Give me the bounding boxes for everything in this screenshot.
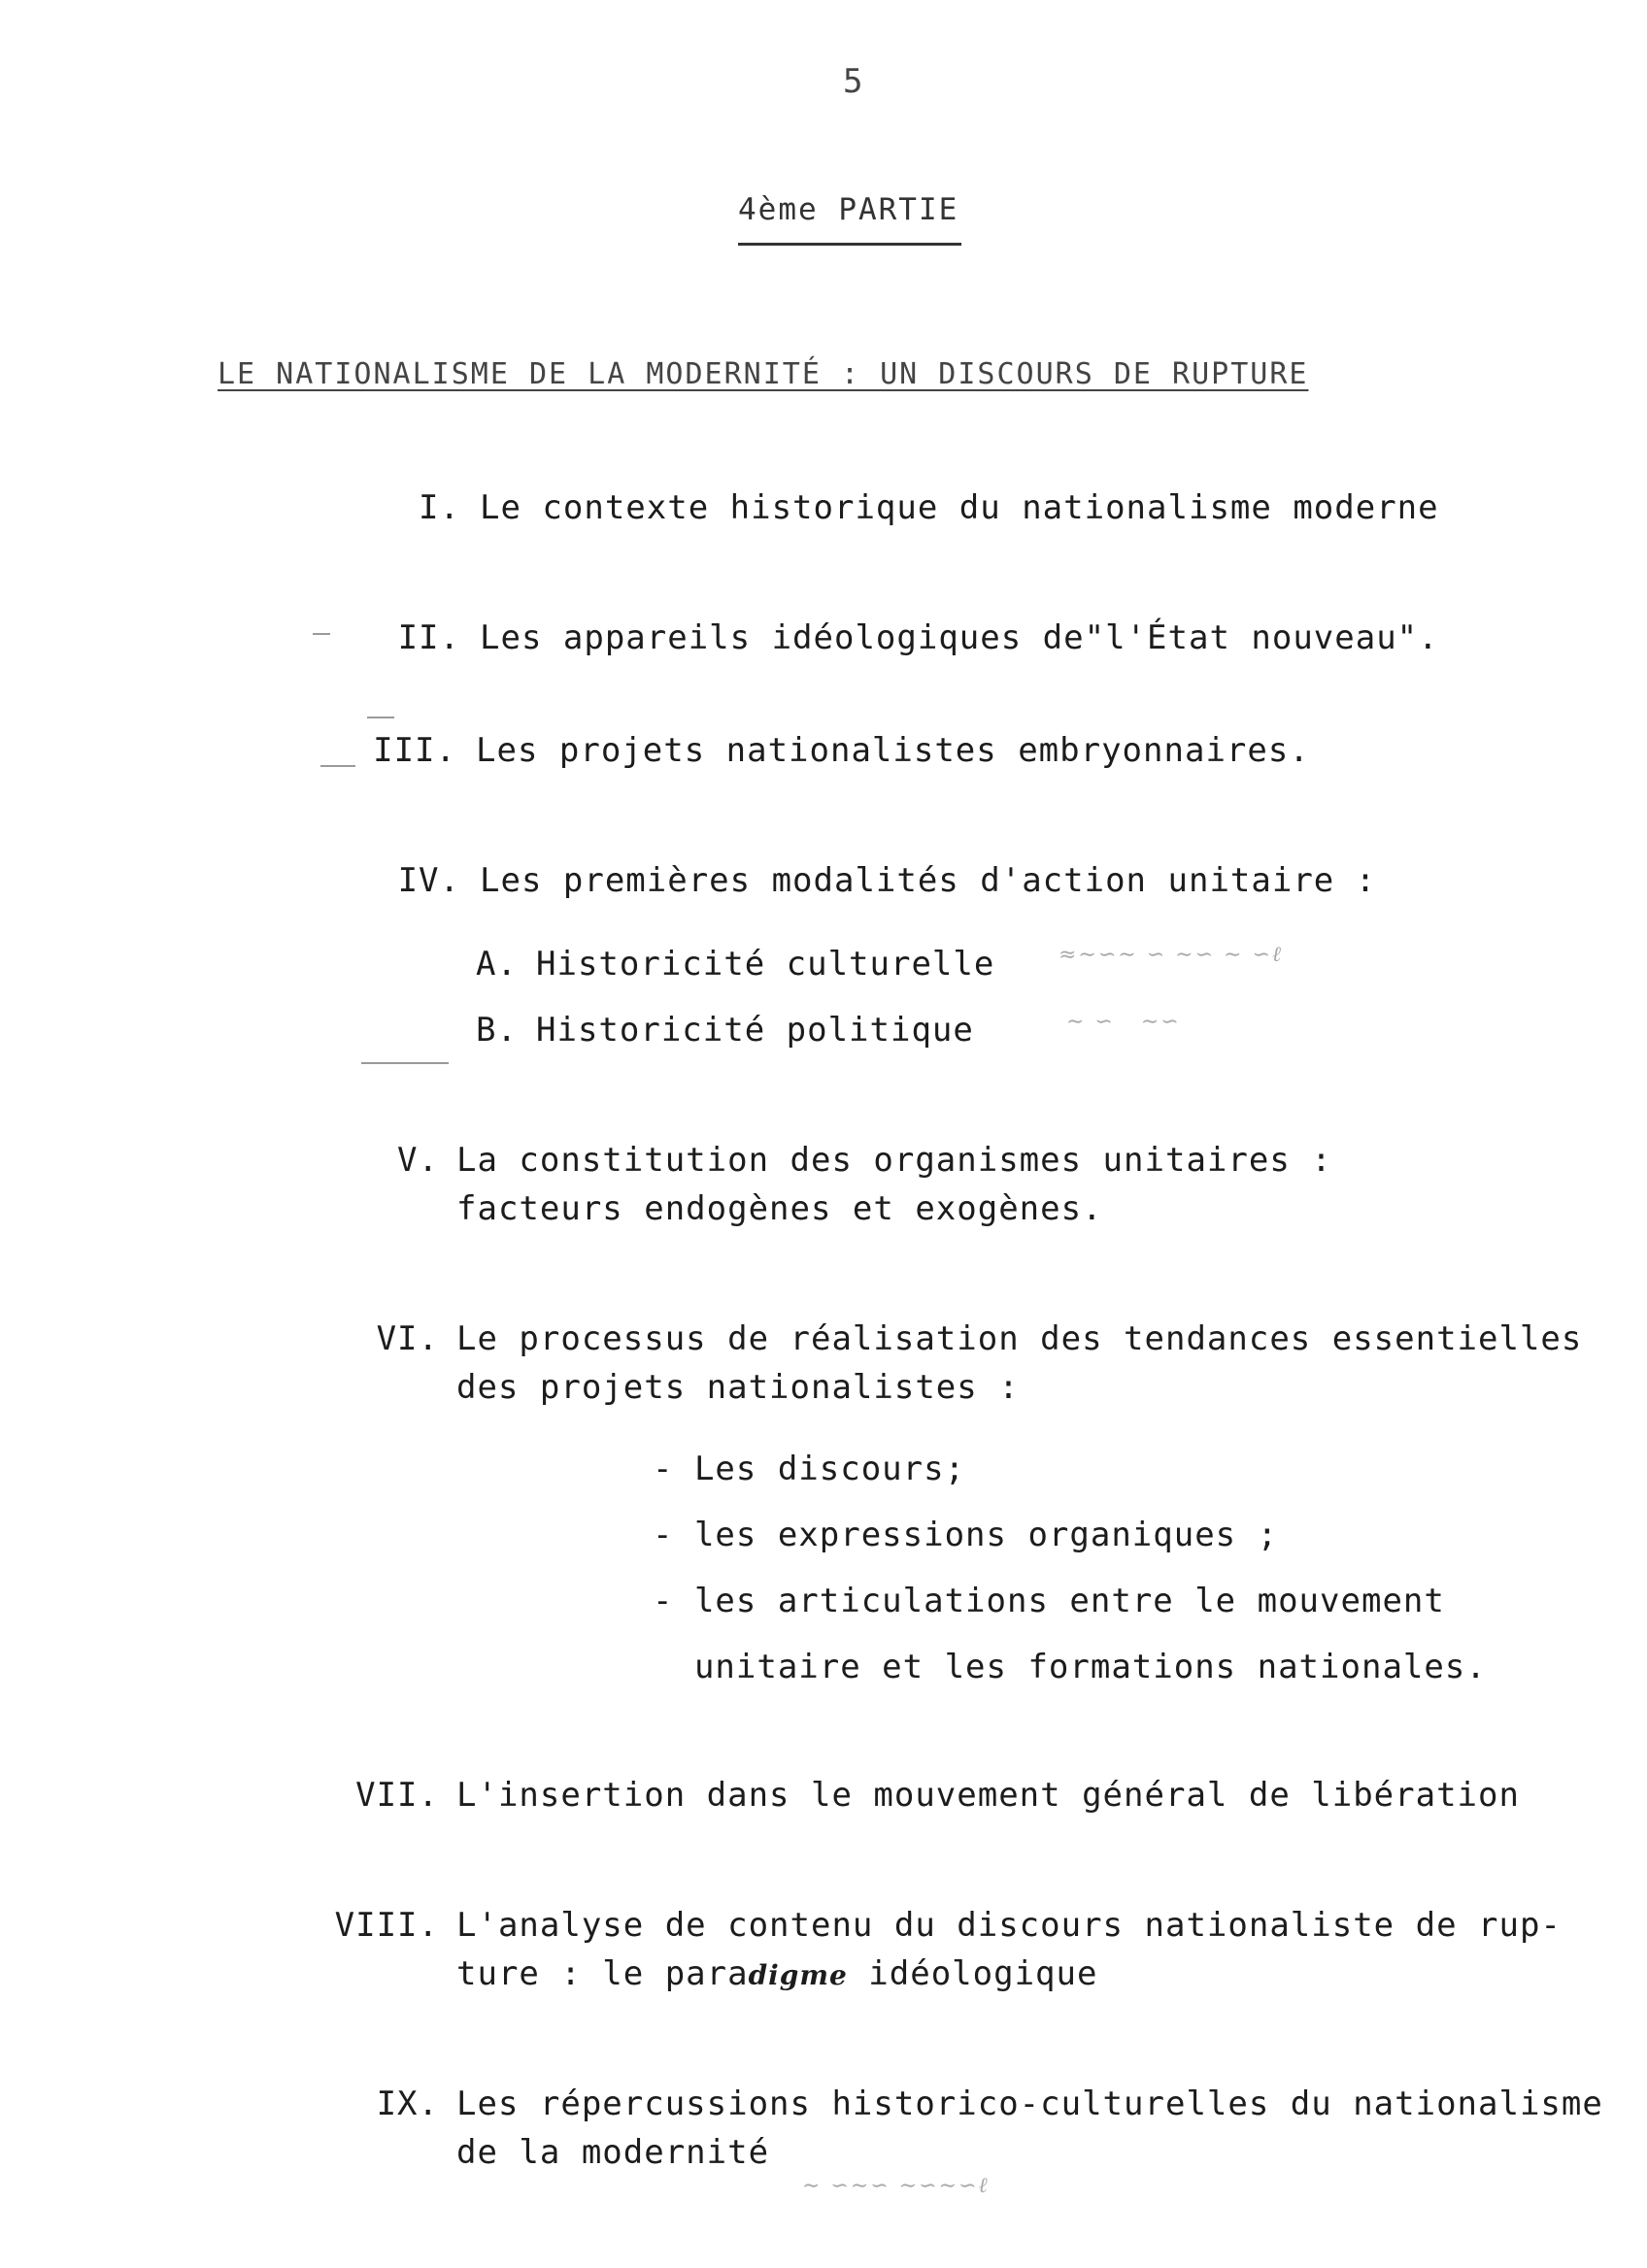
section-number-vi: VI.	[376, 1319, 439, 1358]
margin-mark	[361, 1062, 449, 1064]
section-vi-line-2: des projets nationalistes :	[456, 1368, 1020, 1407]
section-number-iv: IV.	[397, 861, 460, 900]
part-title-underline	[738, 243, 961, 246]
section-viii-line-2-start: ture : le para	[456, 1954, 749, 1993]
section-ix-line-2: de la modernité	[456, 2133, 770, 2172]
section-viii-line-1: L'analyse de contenu du discours nationaliste de rup-	[456, 1906, 1562, 1945]
section-viii-line-2-end: idéologique	[847, 1954, 1098, 1993]
page-number: 5	[843, 62, 863, 101]
section-iii-line-1: Les projets nationalistes embryonnaires.	[476, 731, 1310, 770]
bullet-item: - les articulations entre le mouvement	[653, 1582, 1445, 1620]
main-title: LE NATIONALISME DE LA MODERNITÉ : UN DISCOURS DE RUPTURE	[218, 357, 1309, 391]
section-number-ix: IX.	[376, 2085, 439, 2123]
margin-mark	[367, 717, 394, 718]
section-iv-line-1: Les premières modalités d'action unitaire :	[480, 861, 1377, 900]
section-vii-line-1: L'insertion dans le mouvement général de libération	[456, 1776, 1520, 1815]
section-number-iii: III.	[373, 731, 456, 770]
section-number-vii: VII.	[355, 1776, 439, 1815]
section-ix-line-1: Les répercussions historico-culturelles du nationalisme	[456, 2085, 1603, 2123]
section-v-line-1: La constitution des organismes unitaires :	[456, 1141, 1332, 1180]
subitem-text-a: Historicité culturelle	[536, 945, 995, 984]
subitem-text-b: Historicité politique	[536, 1011, 974, 1050]
section-v-line-2: facteurs endogènes et exogènes.	[456, 1189, 1103, 1228]
section-number-v: V.	[397, 1141, 439, 1180]
bullet-item: - Les discours;	[653, 1450, 966, 1488]
section-number-ii: II.	[397, 618, 460, 657]
bullet-item: - les expressions organiques ;	[653, 1516, 1279, 1554]
section-vi-line-1: Le processus de réalisation des tendances essentielles	[456, 1319, 1583, 1358]
handwritten-correction: digme	[748, 1959, 848, 1991]
section-i-line-1: Le contexte historique du nationalisme moderne	[480, 488, 1439, 527]
subitem-label-a: A.	[476, 945, 518, 984]
part-title: 4ème PARTIE	[738, 192, 959, 227]
section-number-i: I.	[419, 488, 460, 527]
handwritten-annotation: ∼ ∽ ∼∽	[1066, 1010, 1181, 1034]
handwritten-annotation: ∼ ∽∼∽ ∼∽∼∽ℓ	[802, 2174, 990, 2198]
bullet-item-continuation: unitaire et les formations nationales.	[653, 1648, 1487, 1686]
section-viii-line-2	[456, 1954, 1098, 1993]
subitem-label-b: B.	[476, 1011, 518, 1050]
handwritten-annotation: ≈∼∽∼ ∽ ∼∽ ∼ ∽ℓ	[1059, 943, 1284, 967]
section-ii-line-1: Les appareils idéologiques de"l'État nouveau".	[480, 618, 1439, 657]
section-number-viii: VIII.	[334, 1906, 439, 1945]
